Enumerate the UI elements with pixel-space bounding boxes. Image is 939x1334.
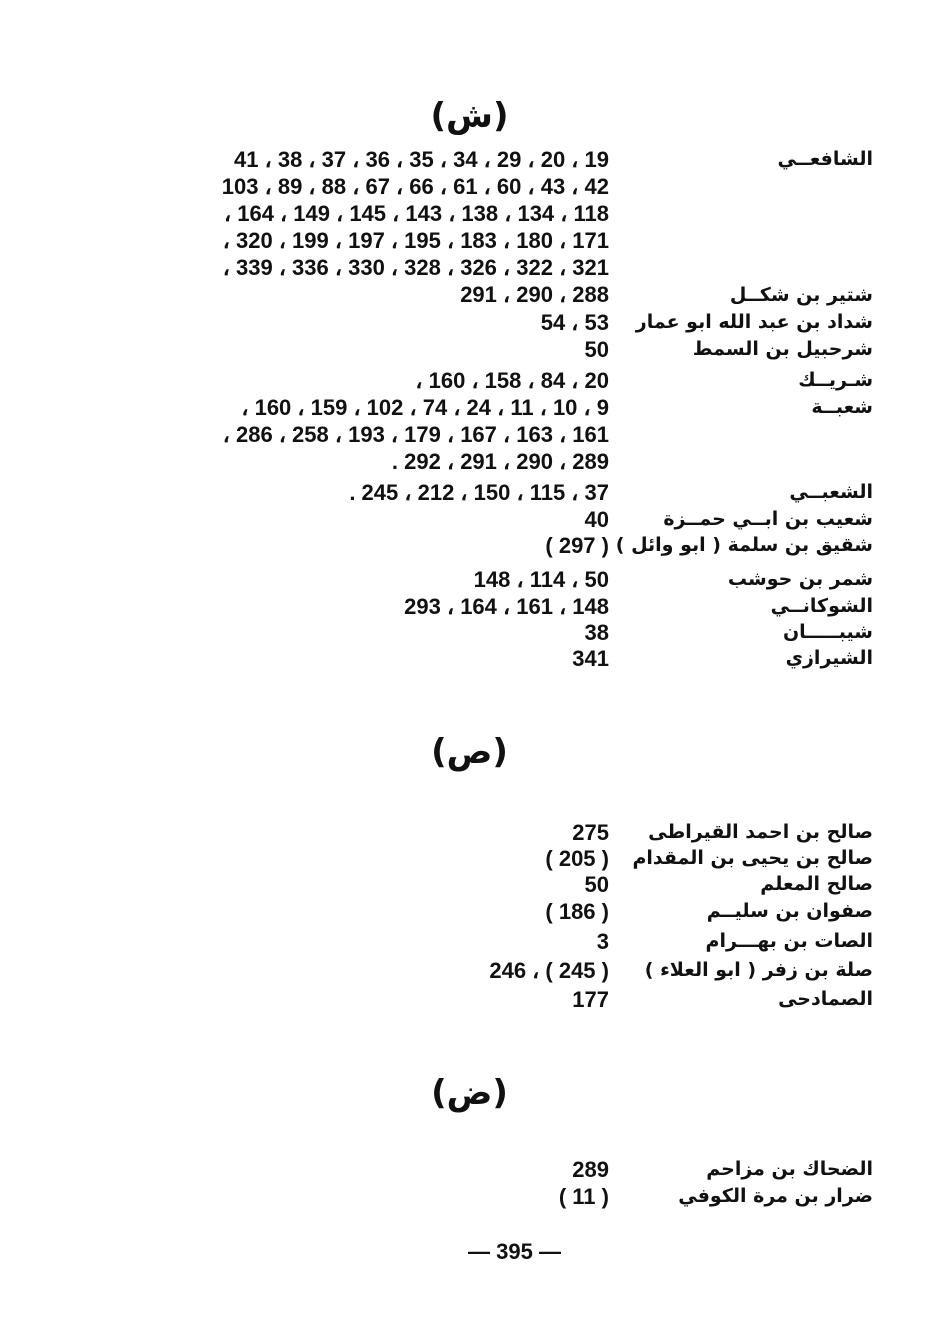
entry-name: صالح بن احمد القيراطى xyxy=(648,821,873,843)
entry-pages xyxy=(572,819,609,846)
index-entry xyxy=(0,367,939,397)
entry-pages xyxy=(474,566,609,593)
index-entry xyxy=(0,282,939,312)
index-entry xyxy=(0,394,939,474)
entry-pages xyxy=(585,871,609,898)
page-line: 341 xyxy=(572,646,609,671)
index-entry xyxy=(0,898,939,928)
entry-name: شعبــة xyxy=(811,396,873,418)
page-line: 321 ، 322 ، 326 ، 328 ، 330 ، 336 ، 339 ، xyxy=(222,255,609,280)
entry-name: شيبـــــان xyxy=(782,621,873,643)
index-entry xyxy=(0,309,939,339)
page-line: 40 xyxy=(584,507,609,532)
page-line: ( 11 ) xyxy=(558,1184,609,1209)
entry-name: الشعبــي xyxy=(789,481,873,503)
page-line: ( 297 ) xyxy=(545,533,609,558)
entry-pages xyxy=(349,479,609,506)
entry-pages xyxy=(585,619,609,646)
entry-name: شقيق بن سلمة ( ابو وائل ) xyxy=(615,534,873,556)
entry-name: الضحاك بن مزاحم xyxy=(706,1158,873,1180)
entry-name: الشوكانــي xyxy=(770,595,873,617)
entry-name: الشافعــي xyxy=(777,148,873,170)
page-line: ( 205 ) xyxy=(545,846,609,871)
page-line: 20 ، 84 ، 158 ، 160 ، xyxy=(415,368,609,393)
entry-pages xyxy=(572,1156,609,1183)
entry-name: صالح بن يحيى بن المقدام xyxy=(632,847,873,869)
section-heading-sad: (ص) xyxy=(431,732,508,772)
page-line: 148 ، 161 ، 164 ، 293 xyxy=(404,594,609,619)
page-line: 3 xyxy=(596,929,609,954)
index-entry xyxy=(0,871,939,901)
entry-name: شرحبيل بن السمط xyxy=(692,338,873,360)
page-line: 38 xyxy=(584,620,609,645)
page-line: 288 ، 290 ، 291 xyxy=(460,282,609,307)
page-line: 50 xyxy=(584,872,609,897)
page-line: 53 ، 54 xyxy=(540,310,609,335)
entry-pages xyxy=(545,845,609,872)
entry-pages xyxy=(559,1183,609,1210)
entry-pages xyxy=(585,506,609,533)
index-entry xyxy=(0,479,939,509)
entry-pages xyxy=(585,336,609,363)
entry-name: الصمادحى xyxy=(778,988,873,1010)
index-entry xyxy=(0,566,939,596)
entry-name: شداد بن عبد الله ابو عمار xyxy=(635,311,873,333)
index-entry xyxy=(0,957,939,987)
page-number: — 395 — xyxy=(468,1239,561,1264)
entry-name: الصات بن بهـــرام xyxy=(705,930,873,952)
section-heading-dad: (ض) xyxy=(431,1073,508,1113)
entry-name: صلة بن زفر ( ابو العلاء ) xyxy=(644,959,873,981)
entry-pages xyxy=(489,957,609,984)
page-line: 19 ، 20 ، 29 ، 34 ، 35 ، 36 ، 37 ، 38 ، 41 xyxy=(234,147,609,172)
entry-pages xyxy=(223,394,609,475)
page-line: 289 ، 290 ، 291 ، 292 . xyxy=(391,449,609,474)
index-entry xyxy=(0,1156,939,1186)
page-line: 37 ، 115 ، 150 ، 212 ، 245 . xyxy=(349,480,609,505)
page-line: 177 xyxy=(572,987,609,1012)
entry-name: صالح المعلم xyxy=(760,873,873,895)
entry-name: صفوان بن سليــم xyxy=(706,900,873,922)
entry-pages xyxy=(415,367,609,394)
page-line: 171 ، 180 ، 183 ، 195 ، 197 ، 199 ، 320 ، xyxy=(222,228,609,253)
index-entry xyxy=(0,986,939,1016)
entry-name: الشيرازي xyxy=(785,647,873,669)
entry-name: شمر بن حوشب xyxy=(727,568,873,590)
entry-name: شعيب بن ابــي حمــزة xyxy=(663,508,873,530)
entry-pages xyxy=(572,986,609,1013)
index-entry xyxy=(0,336,939,366)
page-line: 289 xyxy=(572,1157,609,1182)
entry-pages xyxy=(541,309,609,336)
page-line: 50 ، 114 ، 148 xyxy=(473,567,609,592)
entry-pages xyxy=(404,593,609,620)
entry-pages xyxy=(572,645,609,672)
page-line: ( 186 ) xyxy=(545,899,609,924)
index-entry xyxy=(0,645,939,675)
page-line: 275 xyxy=(572,820,609,845)
index-entry xyxy=(0,928,939,958)
entry-pages xyxy=(597,928,609,955)
page-line: 50 xyxy=(584,337,609,362)
index-entry xyxy=(0,1183,939,1213)
page-line: 42 ، 43 ، 60 ، 61 ، 66 ، 67 ، 88 ، 89 ، 103 xyxy=(221,174,609,199)
entry-name: شتير بن شكــل xyxy=(729,284,873,306)
entry-pages xyxy=(545,898,609,925)
page-line: ( 245 ) ، 246 xyxy=(489,958,609,983)
section-heading-shin: (ش) xyxy=(430,96,509,136)
page-line: 9 ، 10 ، 11 ، 24 ، 74 ، 102 ، 159 ، 160 ، xyxy=(241,395,609,420)
entry-name: شـريــك xyxy=(798,369,873,391)
page-line: 118 ، 134 ، 138 ، 143 ، 145 ، 149 ، 164 ، xyxy=(224,201,609,226)
entry-pages xyxy=(545,532,609,559)
entry-name: ضرار بن مرة الكوفي xyxy=(678,1185,873,1207)
index-entry xyxy=(0,532,939,562)
page-line: 161 ، 163 ، 167 ، 179 ، 193 ، 258 ، 286 ، xyxy=(222,422,609,447)
